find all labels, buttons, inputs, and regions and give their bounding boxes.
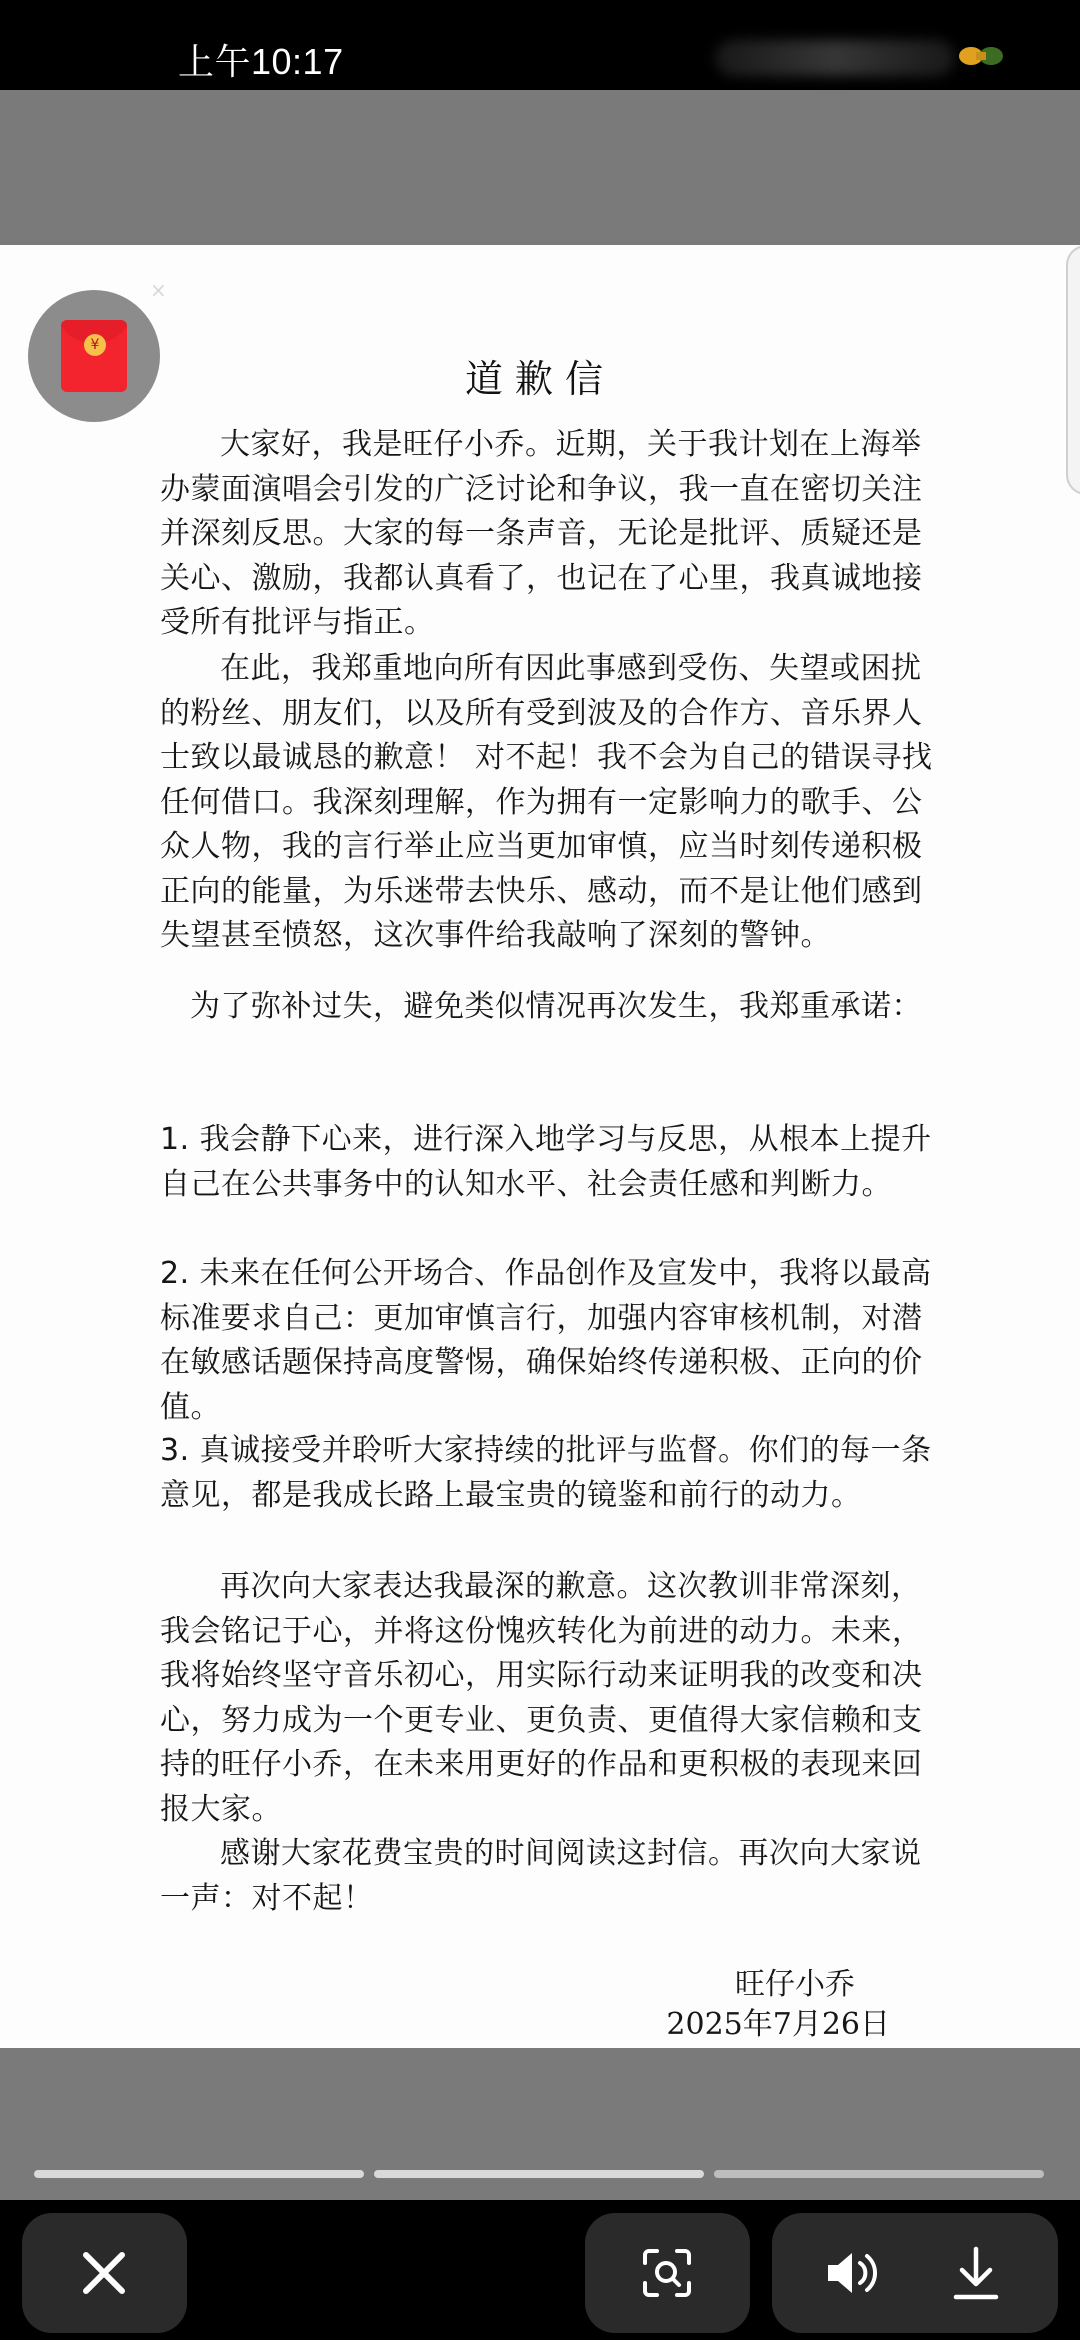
letter-paragraph-7: 再次向大家表达我最深的歉意。这次教训非常深刻，我会铭记于心，并将这份愧疚转化为前进的动力。未来，我将始终坚守音乐初心，用实际行动来证明我的改变和决心，努力成为一个更专业、更负责、更值得大家信赖和支持的旺仔小乔，在未来用更好的作品和更积极的表现来回报大家。 [160,1569,923,1827]
red-packet-floating-button[interactable] [28,290,160,422]
status-time: 上午10:17 [178,41,344,82]
close-icon [80,2249,128,2297]
letter-signature [666,1965,890,2045]
speaker-icon[interactable] [824,2248,884,2298]
side-panel-handle[interactable] [1066,245,1080,495]
scan-icon [641,2247,693,2299]
letter-image[interactable] [0,245,1080,2048]
letter-paragraph-5: 2. 未来在任何公开场合、作品创作及宣发中，我将以最高标准要求自己：更加审慎言行，加强内容审核机制，对潜在敏感话题保持高度警惕，确保始终传递积极、正向的价值。 [160,1256,932,1425]
status-icons-blurred [715,40,955,76]
letter-paragraph-3: 为了弥补过失，避免类似情况再次发生，我郑重承诺： [190,989,922,1024]
signature-name: 旺仔小乔 [735,1967,855,2002]
progress-segment-3 [714,2170,1044,2178]
letter-paragraph-6: 3. 真诚接受并聆听大家持续的批评与监督。你们的每一条意见，都是我成长路上最宝贵的镜鉴和前行的动力。 [160,1433,932,1513]
close-button[interactable] [22,2213,187,2333]
red-envelope-icon [61,320,127,392]
letter-paragraph-8: 感谢大家花费宝贵的时间阅读这封信。再次向大家说一声：对不起！ [160,1836,922,1916]
letter-paragraph-1: 大家好，我是旺仔小乔。近期，关于我计划在上海举办蒙面演唱会引发的广泛讨论和争议，我一直在密切关注并深刻反思。大家的每一条声音，无论是批评、质疑还是关心、激励，我都认真看了，也记在了心里，我真诚地接受所有批评与指正。 [160,427,923,640]
viewer-background-top [0,90,1080,245]
signature-date: 2025年7月26日 [666,2007,890,2042]
scan-button[interactable] [585,2213,750,2333]
coin-icon: ¥ [84,334,106,356]
progress-segment-1 [34,2170,364,2178]
progress-indicator [34,2170,1044,2178]
letter-paragraph-4: 1. 我会静下心来，进行深入地学习与反思，从根本上提升自己在公共事务中的认知水平、社会责任感和判断力。 [160,1122,932,1202]
letter-title: 道歉信 [464,357,615,401]
letter-paragraph-2: 在此，我郑重地向所有因此事感到受伤、失望或困扰的粉丝、朋友们，以及所有受到波及的合作方、音乐界人士致以最诚恳的歉意！ 对不起！我不会为自己的错误寻找任何借口。我深刻理解，作为拥有一定影响力的歌手、公众人物，我的言行举止应当更加审慎，应当时刻传递积极正向的能量，为乐迷带去快乐、感动，而不是让他们感到失望甚至愤怒，这次事件给我敲响了深刻的警钟。 [160,651,933,953]
status-bar [0,0,1080,90]
sound-download-group [772,2213,1058,2333]
battery-icon [958,44,1004,68]
download-icon[interactable] [952,2245,1000,2301]
progress-segment-2 [374,2170,704,2178]
red-packet-close-icon[interactable]: × [150,278,167,302]
